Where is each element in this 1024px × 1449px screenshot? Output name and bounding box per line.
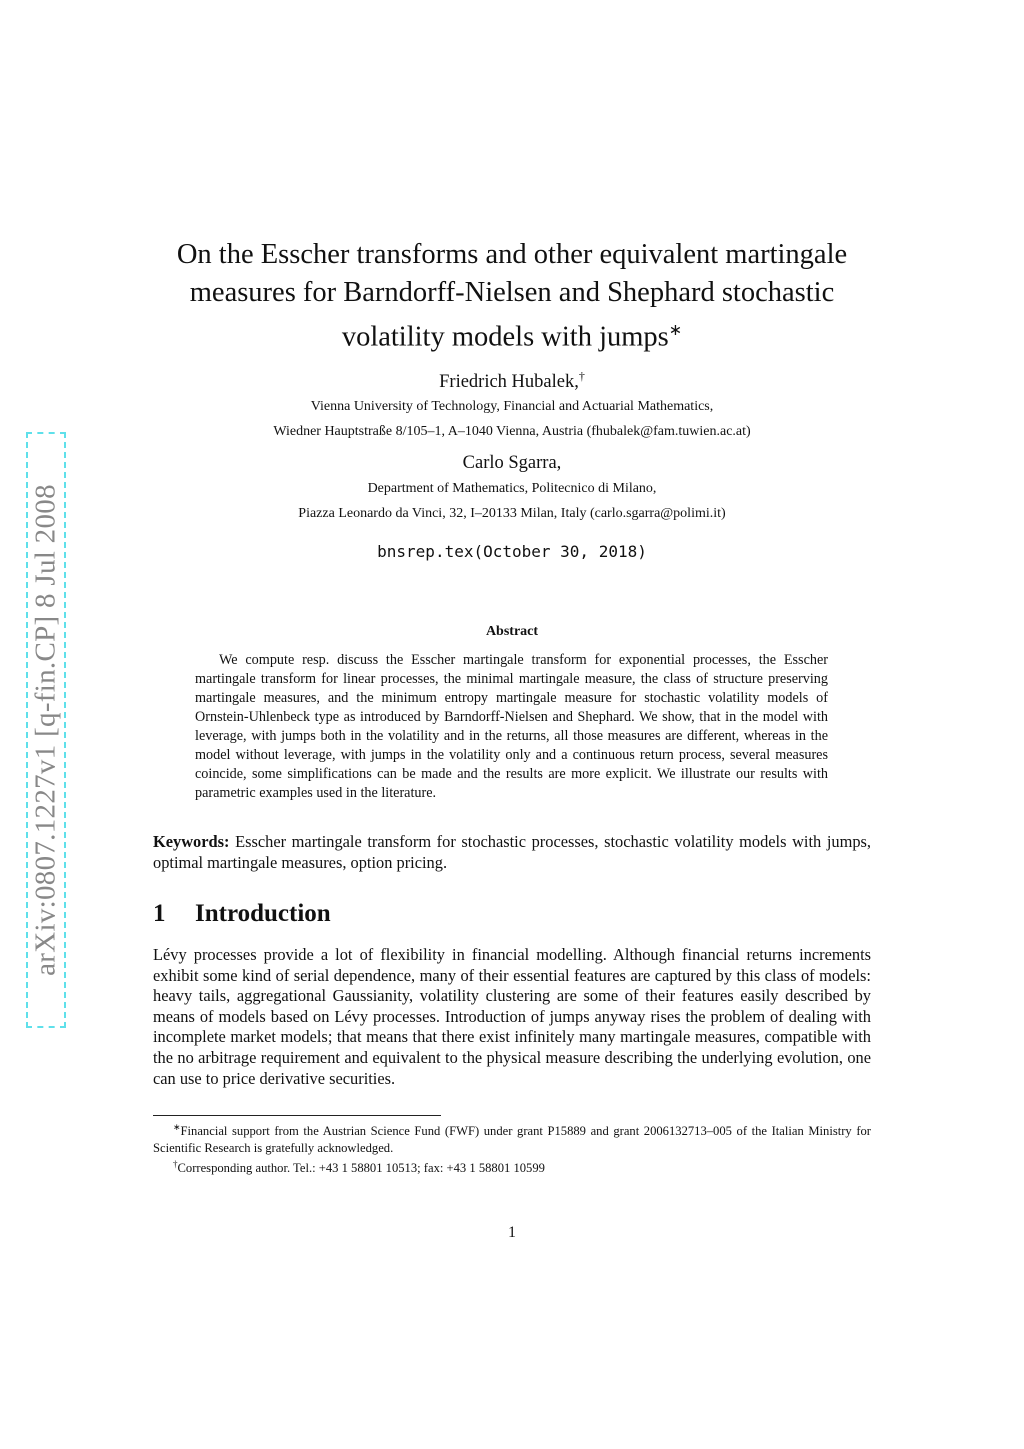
footnote-1-text: Financial support from the Austrian Science Fund (FWF) under grant P15889 and grant 2006132713–005 of the Italian Ministry for Scientific Research is gratefully acknowledged. xyxy=(153,1124,871,1155)
footnote-2-text: Corresponding author. Tel.: +43 1 58801 10513; fax: +43 1 58801 10599 xyxy=(177,1161,545,1176)
intro-paragraph: Lévy processes provide a lot of flexibility in financial modelling. Although financial returns increments exhibit some kind of serial dependence, many of their essential features are captured by this class of models: heavy tails, aggregational Gaussianity, volatility clustering are some of their features easily described by means of models based on Lévy processes. Introduction of jumps anyway rises the problem of dealing with incomplete market models; that means that there exist infinitely many martingale measures, compatible with the no arbitrage requirement and equivalent to the physical measure describing the underlying evolution, one can use to price derivative securities. xyxy=(153,945,871,1088)
paper-title xyxy=(150,236,874,357)
section-heading xyxy=(153,900,331,928)
keywords-label: Keywords: xyxy=(153,832,230,851)
abstract-text: We compute resp. discuss the Esscher martingale transform for exponential processes, the Esscher martingale transform for linear processes, the minimal martingale measure, the class of structure preserving martingale measures, and the minimum entropy martingale measure for stochastic volatility models of Ornstein-Uhlenbeck type as introduced by Barndorff-Nielsen and Shephard. We show, that in the model with leverage, with jumps both in the volatility and in the returns, all those measures are different, whereas in the model without leverage, with jumps in the volatility only and a continuous return process, several measures coincide, some simplifications can be made and the results are more explicit. We illustrate our results with parametric examples used in the literature. xyxy=(195,652,828,801)
title-line-3: volatility models with jumps xyxy=(341,321,669,353)
source-file-line: bnsrep.tex(October 30, 2018) xyxy=(377,542,647,561)
author-2-name: Carlo Sgarra, xyxy=(462,453,562,473)
footnote-1-mark: ∗ xyxy=(173,1122,181,1132)
section-title: Introduction xyxy=(195,900,331,927)
author-1-name-text: Friedrich Hubalek, xyxy=(439,372,579,393)
keywords-text: Esscher martingale transform for stochastic processes, stochastic volatility models with jumps, optimal martingale measures, option pricing. xyxy=(153,832,871,872)
author-1-affiliation-line-2: Wiedner Hauptstraße 8/105–1, A–1040 Vienna, Austria (fhubalek@fam.tuwien.ac.at) xyxy=(273,424,751,439)
footnote-rule xyxy=(153,1115,441,1116)
footnote-1 xyxy=(153,1119,871,1156)
footnote-2-mark: † xyxy=(173,1159,178,1170)
author-1-footnote-mark: † xyxy=(578,369,585,383)
arxiv-identifier-stamp xyxy=(26,432,66,1028)
footnotes xyxy=(153,1119,871,1177)
author-2-affiliation-line-1: Department of Mathematics, Politecnico di Milano, xyxy=(367,481,657,496)
abstract-heading: Abstract xyxy=(485,624,539,639)
author-2-affiliation-line-2: Piazza Leonardo da Vinci, 32, I–20133 Milan, Italy (carlo.sgarra@polimi.it) xyxy=(298,506,726,521)
title-line-2: measures for Barndorff-Nielsen and Shephard stochastic xyxy=(189,277,835,308)
arxiv-identifier-text: arXiv:0807.1227v1 [q-fin.CP] 8 Jul 2008 xyxy=(29,484,62,976)
keywords xyxy=(153,831,871,873)
footnote-2 xyxy=(153,1156,871,1177)
author-1-affiliation-line-1: Vienna University of Technology, Financial and Actuarial Mathematics, xyxy=(310,399,714,414)
section-number: 1 xyxy=(153,900,166,927)
author-1-name xyxy=(150,369,874,393)
page-number: 1 xyxy=(508,1224,516,1241)
title-footnote-mark: ∗ xyxy=(668,322,683,339)
title-line-1: On the Esscher transforms and other equivalent martingale xyxy=(176,239,848,270)
